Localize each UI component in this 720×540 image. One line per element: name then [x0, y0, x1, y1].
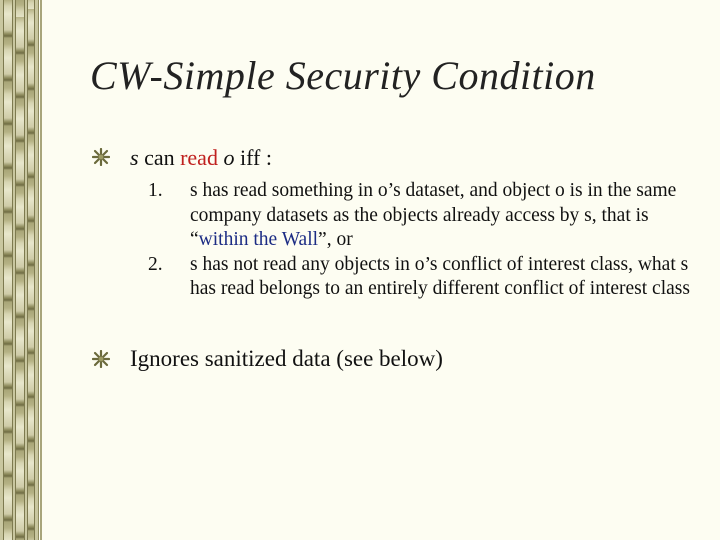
condition-text: s has read something in o’s dataset, and object o is in the same company datasets as the objects already access by s, that is “within the Wall”, or [190, 180, 677, 250]
condition-number: 2. [148, 253, 163, 275]
read-keyword: read [180, 145, 218, 170]
condition-number: 1. [148, 180, 163, 201]
slide-title: CW-Simple Security Condition [90, 53, 596, 98]
border-divider [40, 0, 42, 540]
bamboo-cane [27, 0, 35, 540]
subject-s: s [130, 145, 139, 170]
bullet-text: Ignores sanitized data (see below) [130, 346, 443, 371]
bamboo-cane [15, 0, 25, 540]
condition-item [148, 179, 703, 253]
condition-text: s has not read any objects in o’s conflict of interest class, what s has read belongs to an entirely different conflict of interest class [190, 253, 690, 299]
bamboo-border-strip [0, 0, 39, 540]
bamboo-star-bullet-icon [92, 350, 110, 368]
wall-highlight: within the Wall [198, 229, 319, 250]
object-o: o [223, 145, 235, 170]
bamboo-star-bullet-icon [92, 148, 110, 166]
condition-list [148, 179, 703, 302]
bullet-item [92, 145, 272, 171]
bullet-text: s can read o iff : [130, 145, 272, 170]
bullet-item [92, 346, 443, 372]
bamboo-cane [3, 0, 13, 540]
condition-item [148, 253, 703, 302]
